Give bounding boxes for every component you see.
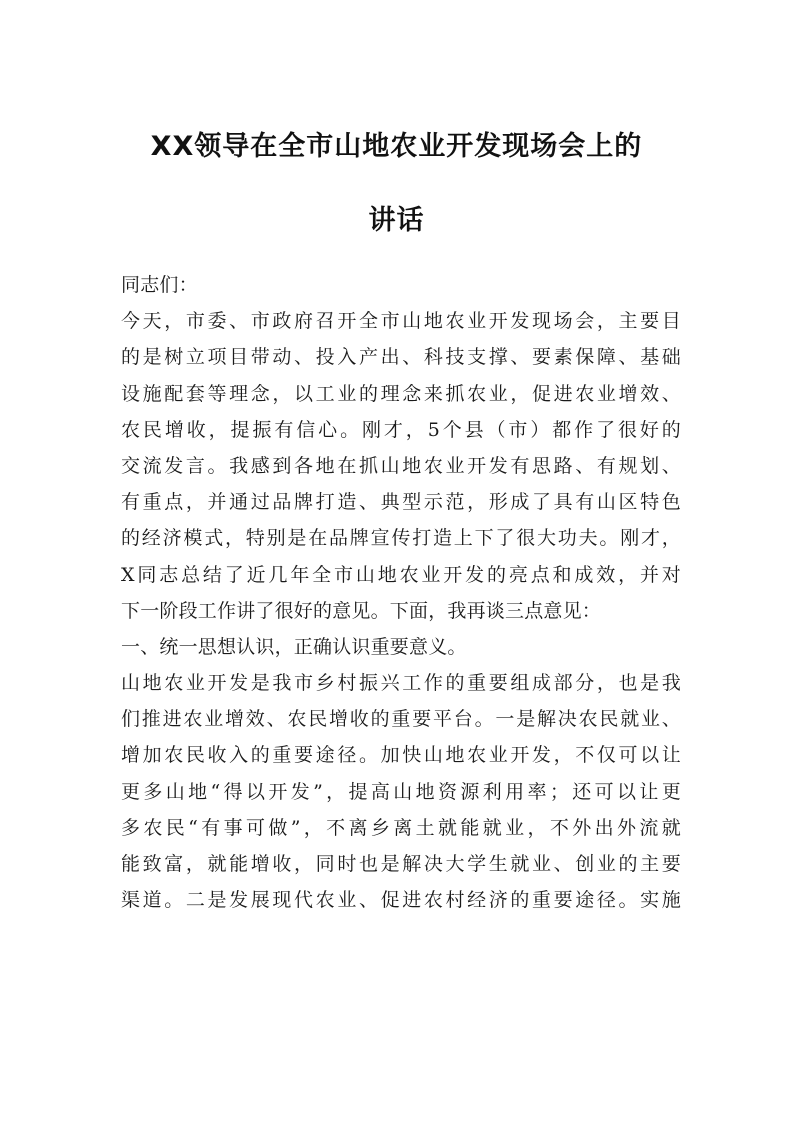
body-line: 多农民“有事可做”，不离乡离土就能就业，不外出外流就 (121, 816, 681, 839)
body-line: 们推进农业增效、农民增收的重要平台。一是解决农民就业、 (121, 708, 681, 731)
salutation: 同志们： (121, 274, 198, 296)
body-line: 山地农业开发是我市乡村振兴工作的重要组成部分，也是我 (121, 672, 681, 695)
body-line: 交流发言。我感到各地在抓山地农业开发有思路、有规划、 (121, 454, 681, 477)
body-line: 有重点，并通过品牌打造、典型示范，形成了具有山区特色 (121, 491, 681, 514)
section-heading: 一、统一思想认识，正确认识重要意义。 (121, 635, 467, 658)
body-line: 设施配套等理念，以工业的理念来抓农业，促进农业增效、 (121, 382, 681, 405)
body-line: 更多山地“得以开发”，提高山地资源利用率；还可以让更 (121, 780, 681, 803)
document-title-line-1: XX领导在全市山地农业开发现场会上的 (150, 131, 643, 162)
body-line: 的经济模式，特别是在品牌宣传打造上下了很大功夫。刚才， (121, 527, 681, 550)
body-line: X同志总结了近几年全市山地农业开发的亮点和成效，并对 (121, 563, 681, 586)
body-line: 能致富，就能增收，同时也是解决大学生就业、创业的主要 (121, 853, 681, 875)
body-line: 的是树立项目带动、投入产出、科技支撑、要素保障、基础 (121, 346, 681, 369)
body-line: 今天，市委、市政府召开全市山地农业开发现场会，主要目 (121, 310, 681, 333)
body-line: 渠道。二是发展现代农业、促进农村经济的重要途径。实施 (121, 889, 681, 912)
body-line: 下一阶段工作讲了很好的意见。下面，我再谈三点意见： (121, 599, 602, 622)
body-line: 农民增收，提振有信心。刚才，5个县（市）都作了很好的 (121, 418, 681, 441)
document-body (121, 267, 681, 918)
body-line: 增加农民收入的重要途径。加快山地农业开发，不仅可以让 (121, 744, 681, 767)
document-title-line-2: 讲话 (368, 205, 425, 236)
